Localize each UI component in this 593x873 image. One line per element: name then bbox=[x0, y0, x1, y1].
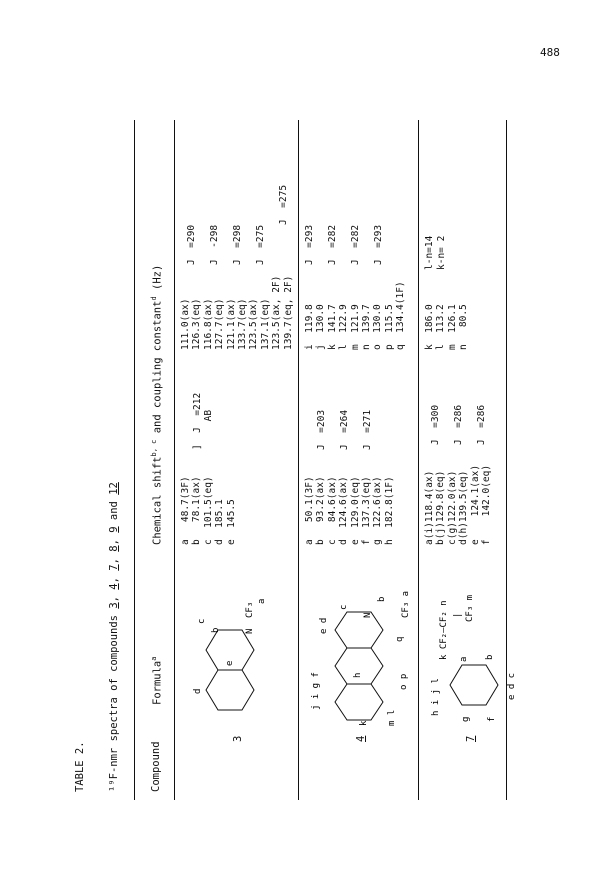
svg-text:q: q bbox=[395, 636, 405, 642]
page-number: 488 bbox=[540, 46, 560, 59]
svg-text:b: b bbox=[211, 627, 221, 633]
row3-coupling-2: J -298 bbox=[209, 224, 220, 265]
header-chemical-shift: Chemical shift$^{b, c}$ and coupling constant$^d$ (Hz) bbox=[150, 264, 164, 545]
row4-coupling-1: J =203 bbox=[316, 409, 327, 450]
row4-coupling-5: J =282 bbox=[327, 224, 338, 265]
caption-compound-9: 9 bbox=[108, 526, 120, 533]
row4-coupling-2: J =264 bbox=[339, 409, 350, 450]
caption-sep: , bbox=[108, 589, 120, 603]
row4-shifts-i-q: i 119.8 j 130.0 k 141.7 l 122.9 m 121.9 n 139.7 o 130.0 p 115.5 q 134.4(1F) bbox=[304, 281, 407, 350]
svg-text:m l: m l bbox=[387, 709, 397, 726]
svg-text:k: k bbox=[359, 720, 369, 726]
structure-compound-7 bbox=[422, 550, 522, 730]
row7-note-1: l-n=14 bbox=[424, 235, 435, 270]
svg-text:j i g f: j i g f bbox=[311, 672, 321, 710]
svg-text:N: N bbox=[363, 612, 373, 618]
svg-text:e d: e d bbox=[319, 617, 329, 634]
row4-shifts-a-h: a 50.1(3F) b 93.2(ax) c 84.6(ax) d 124.6(ax) e 129.0(eq) f 137.3(eq) g 122.6(ax) h 182.8(1F) bbox=[304, 476, 395, 545]
row7-note-2: k-n= 2 bbox=[436, 235, 447, 270]
table-bottom-rule bbox=[506, 120, 507, 800]
caption-compound-7: 7 bbox=[108, 564, 120, 571]
svg-text:b: b bbox=[485, 654, 495, 660]
header-compound: Compound bbox=[150, 741, 162, 792]
svg-text:CF₃ m: CF₃ m bbox=[465, 594, 475, 622]
row3-coupling-3: J =298 bbox=[232, 224, 243, 265]
svg-text:d: d bbox=[193, 688, 203, 694]
svg-text:f: f bbox=[487, 716, 497, 722]
caption-compound-12: 12 bbox=[108, 482, 120, 495]
table-label: TABLE 2. bbox=[74, 741, 86, 792]
row7-shifts-k-n: k 186.0 l 113.2 m 126.1 n 80.5 bbox=[424, 304, 470, 350]
structure-compound-4 bbox=[302, 550, 422, 730]
structure-compound-3 bbox=[188, 580, 298, 730]
caption-sep: , bbox=[108, 570, 120, 584]
row3-coupling-4: J =275 bbox=[255, 224, 266, 265]
row7-coupling-3: J =286 bbox=[476, 404, 487, 445]
svg-text:g: g bbox=[461, 716, 471, 722]
row4-coupling-7: J =293 bbox=[373, 224, 384, 265]
caption-prefix: ¹⁹F-nmr spectra of compounds bbox=[108, 608, 120, 792]
svg-text:k CF₂—CF₂ n: k CF₂—CF₂ n bbox=[439, 600, 449, 660]
row3-coupling-bc: ] J =212 AB bbox=[192, 392, 215, 450]
compound-4-label: 4 bbox=[355, 735, 367, 742]
row3-coupling-5: J =275 bbox=[278, 184, 289, 225]
row4-coupling-6: J =282 bbox=[350, 224, 361, 265]
svg-text:b: b bbox=[377, 596, 387, 602]
caption-sep: , bbox=[108, 551, 120, 565]
svg-text:N: N bbox=[245, 628, 255, 634]
row3-rule bbox=[298, 120, 299, 800]
svg-text:h: h bbox=[353, 672, 363, 678]
row3-shifts-a-e: a 48.7(3F) b 78.1(ax) c 101.5(eq) d 185.1 e 145.5 bbox=[180, 476, 237, 545]
header-rule bbox=[174, 120, 175, 800]
svg-text:CF₃: CF₃ bbox=[245, 601, 255, 618]
table-top-rule bbox=[134, 120, 135, 800]
svg-text:CF₃ a: CF₃ a bbox=[401, 590, 411, 618]
table-caption bbox=[108, 482, 120, 792]
svg-text:a: a bbox=[257, 598, 267, 604]
row7-coupling-1: J =300 bbox=[430, 404, 441, 445]
svg-text:c: c bbox=[339, 604, 349, 610]
svg-text:h i j l: h i j l bbox=[431, 678, 441, 716]
svg-text:c: c bbox=[197, 618, 207, 624]
compound-3-label: 3 bbox=[232, 735, 244, 742]
svg-text:a: a bbox=[459, 656, 469, 662]
row4-rule bbox=[418, 120, 419, 800]
row4-coupling-3: J =271 bbox=[362, 409, 373, 450]
compound-7-label: 7 bbox=[465, 735, 477, 742]
header-formula: Formula$^a$ bbox=[150, 656, 164, 705]
caption-sep: , bbox=[108, 532, 120, 546]
svg-text:e d c: e d c bbox=[507, 672, 517, 700]
row7-coupling-2: J =286 bbox=[453, 404, 464, 445]
svg-text:e: e bbox=[225, 660, 235, 666]
caption-compound-3: 3 bbox=[108, 602, 120, 609]
row4-coupling-4: J =293 bbox=[304, 224, 315, 265]
row3-shifts-ring: 111.0(ax) 126.3(eq) 116.8(ax) 127.7(eq) 121.1(ax) 133.7(eq) 123.5(ax) 137.1(eq) 123.5(ax, 2F) 139.7(eq, 2F) bbox=[180, 275, 294, 350]
row3-coupling-1: J =290 bbox=[186, 224, 197, 265]
rotated-table-page bbox=[40, 100, 520, 800]
caption-compound-4: 4 bbox=[108, 583, 120, 590]
caption-and: and bbox=[108, 494, 120, 527]
svg-text:o p: o p bbox=[399, 673, 409, 690]
svg-text:|: | bbox=[453, 612, 463, 618]
row7-shifts-a-f: a(i)118.4(ax) b(j)129.8(eq) c(g)122.0(ax) d(h)139.5(eq) e 124.1(ax) f 142.0(eq) bbox=[424, 464, 493, 545]
caption-compound-8: 8 bbox=[108, 545, 120, 552]
